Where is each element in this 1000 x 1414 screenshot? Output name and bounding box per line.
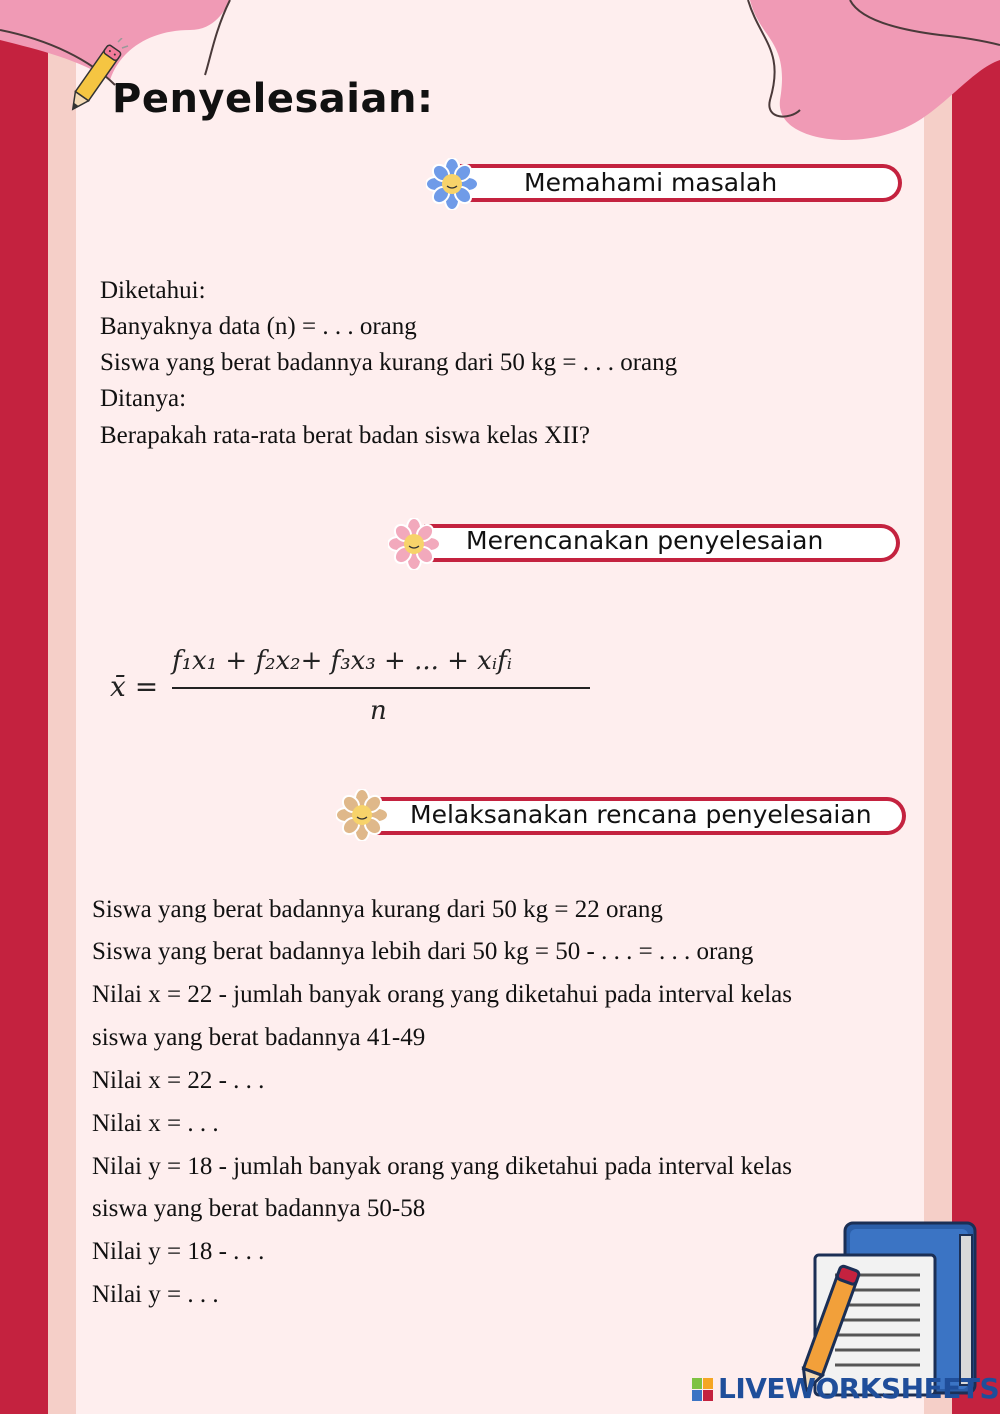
solution-line: siswa yang berat badannya 50-58	[92, 1195, 426, 1222]
section-label-execute: Melaksanakan rencana penyelesaian	[410, 800, 872, 829]
known-heading: Diketahui:	[100, 277, 206, 304]
liveworksheets-logo-icon	[692, 1378, 714, 1402]
flower-icon	[336, 789, 388, 841]
section-label-plan: Merencanakan penyelesaian	[466, 526, 824, 555]
formula-lhs: x̄ =	[110, 670, 159, 703]
page-title: Penyelesaian:	[112, 76, 434, 122]
solution-line: Siswa yang berat badannya kurang dari 50 kg = 22 orang	[92, 896, 663, 923]
known-line: Siswa yang berat badannya kurang dari 50 kg = . . . orang	[100, 349, 678, 376]
solution-line: Nilai y = 18 - jumlah banyak orang yang diketahui pada interval kelas	[92, 1153, 792, 1180]
solution-line: siswa yang berat badannya 41-49	[92, 1024, 426, 1051]
known-line: Banyaknya data (n) = . . . orang	[100, 313, 417, 340]
brand-watermark: LIVEWORKSHEETS	[718, 1372, 1000, 1405]
asked-heading: Ditanya:	[100, 385, 187, 412]
mean-formula	[110, 640, 610, 740]
solution-line: Nilai x = 22 - jumlah banyak orang yang diketahui pada interval kelas	[92, 981, 792, 1008]
solution-line: Nilai y = 18 - . . .	[92, 1238, 265, 1265]
solution-line: Siswa yang berat badannya lebih dari 50 kg = 50 - . . . = . . . orang	[92, 938, 754, 965]
asked-question: Berapakah rata-rata berat badan siswa kelas XII?	[100, 422, 591, 449]
solution-line: Nilai x = . . .	[92, 1110, 219, 1137]
formula-numerator: f₁x₁ + f₂x₂+ f₃x₃ + ... + xᵢfᵢ	[172, 646, 512, 676]
flower-icon	[426, 158, 478, 210]
solution-line: Nilai x = 22 - . . .	[92, 1067, 265, 1094]
solution-line: Nilai y = . . .	[92, 1281, 219, 1308]
formula-denominator: n	[370, 696, 387, 726]
section-label-understand: Memahami masalah	[524, 168, 778, 197]
flower-icon	[388, 518, 440, 570]
right-border-stripe	[924, 0, 952, 1414]
fraction-bar	[172, 687, 590, 689]
left-border-stripe	[48, 0, 76, 1414]
